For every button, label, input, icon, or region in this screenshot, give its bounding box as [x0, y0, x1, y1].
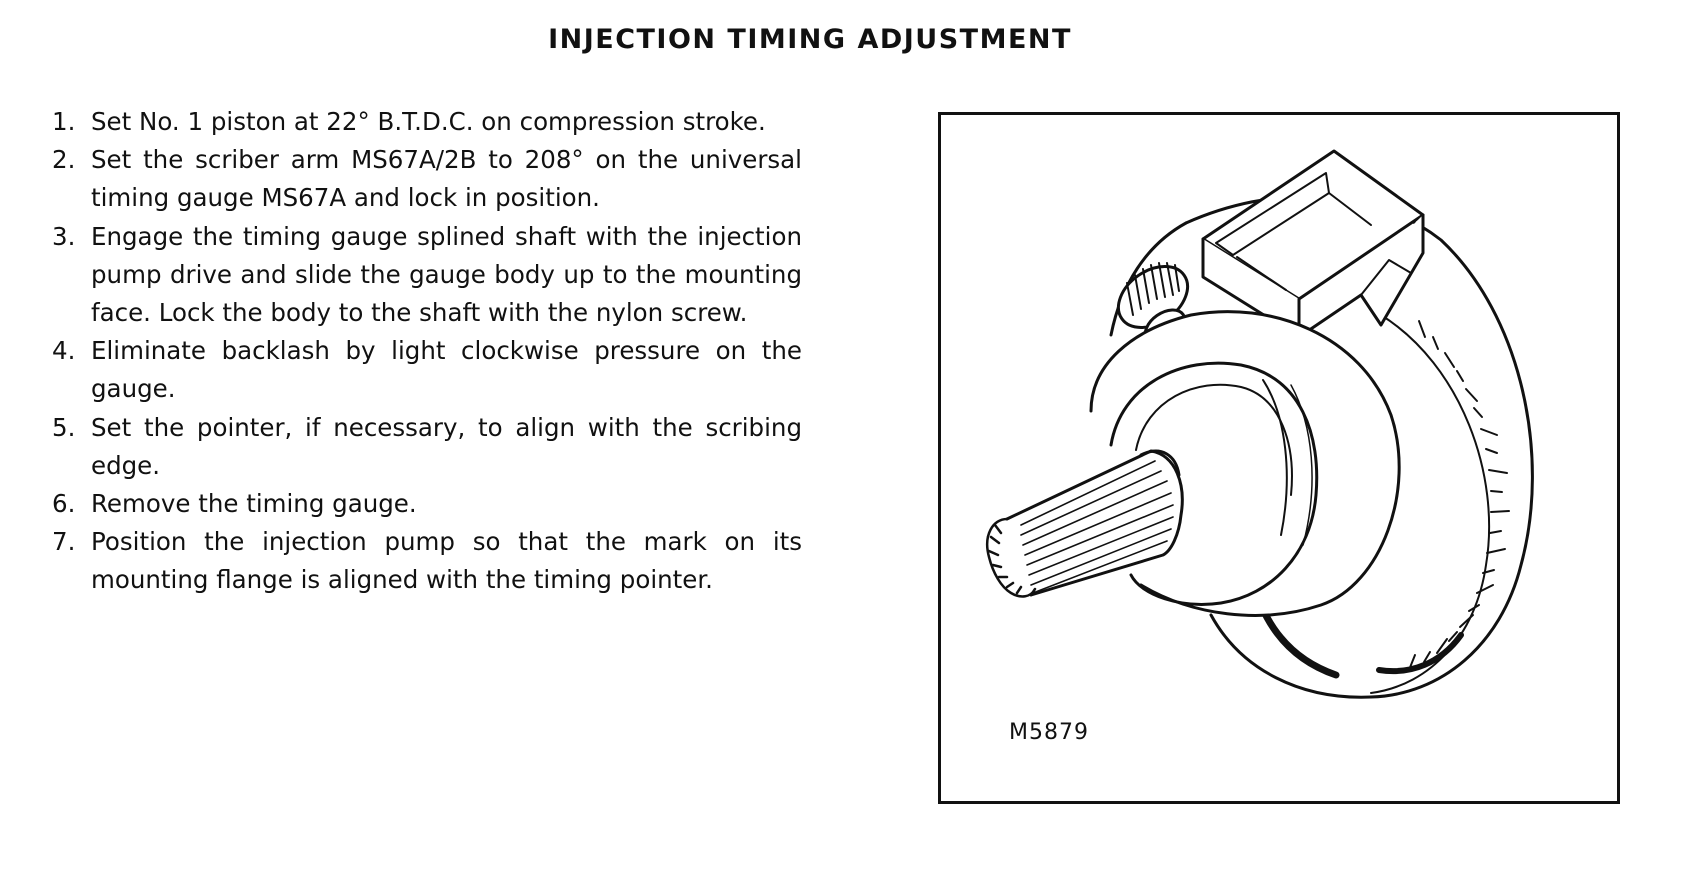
instruction-step-5	[52, 409, 802, 485]
step-text: Set the pointer, if necessary, to align with the scribing edge.	[91, 412, 802, 480]
instruction-step-3	[52, 218, 802, 333]
step-text: Position the injection pump so that the mark on its mounting flange is aligned with the timing pointer.	[91, 527, 802, 595]
timing-gauge-illustration-icon	[941, 115, 1617, 801]
step-text: Set No. 1 piston at 22° B.T.D.C. on compression stroke.	[91, 107, 766, 136]
step-number: 5.	[52, 412, 76, 442]
instruction-step-4	[52, 332, 802, 408]
step-number: 3.	[52, 221, 76, 251]
instruction-step-2	[52, 141, 802, 217]
page-title: INJECTION TIMING ADJUSTMENT	[548, 24, 1072, 55]
figure-frame	[938, 112, 1620, 804]
step-text: Remove the timing gauge.	[91, 489, 417, 519]
step-number: 7.	[52, 527, 76, 557]
step-text: Engage the timing gauge splined shaft with the injection pump drive and slide the gauge body up to the mounting face. Lock the body to the shaft with the nylon screw.	[91, 221, 802, 328]
instruction-step-6	[52, 485, 802, 523]
instruction-list	[52, 103, 802, 600]
step-number: 4.	[52, 336, 76, 366]
step-text: Set the scriber arm MS67A/2B to 208° on the universal timing gauge MS67A and lock in position.	[91, 145, 802, 213]
step-number: 2.	[52, 145, 76, 175]
figure-reference: M5879	[1009, 720, 1089, 745]
dial-scale	[1409, 321, 1509, 670]
step-number: 6.	[52, 489, 76, 519]
instruction-step-7	[52, 523, 802, 599]
step-text: Eliminate backlash by light clockwise pressure on the gauge.	[91, 336, 802, 404]
step-number: 1.	[52, 107, 76, 136]
instruction-step-1	[52, 103, 802, 141]
